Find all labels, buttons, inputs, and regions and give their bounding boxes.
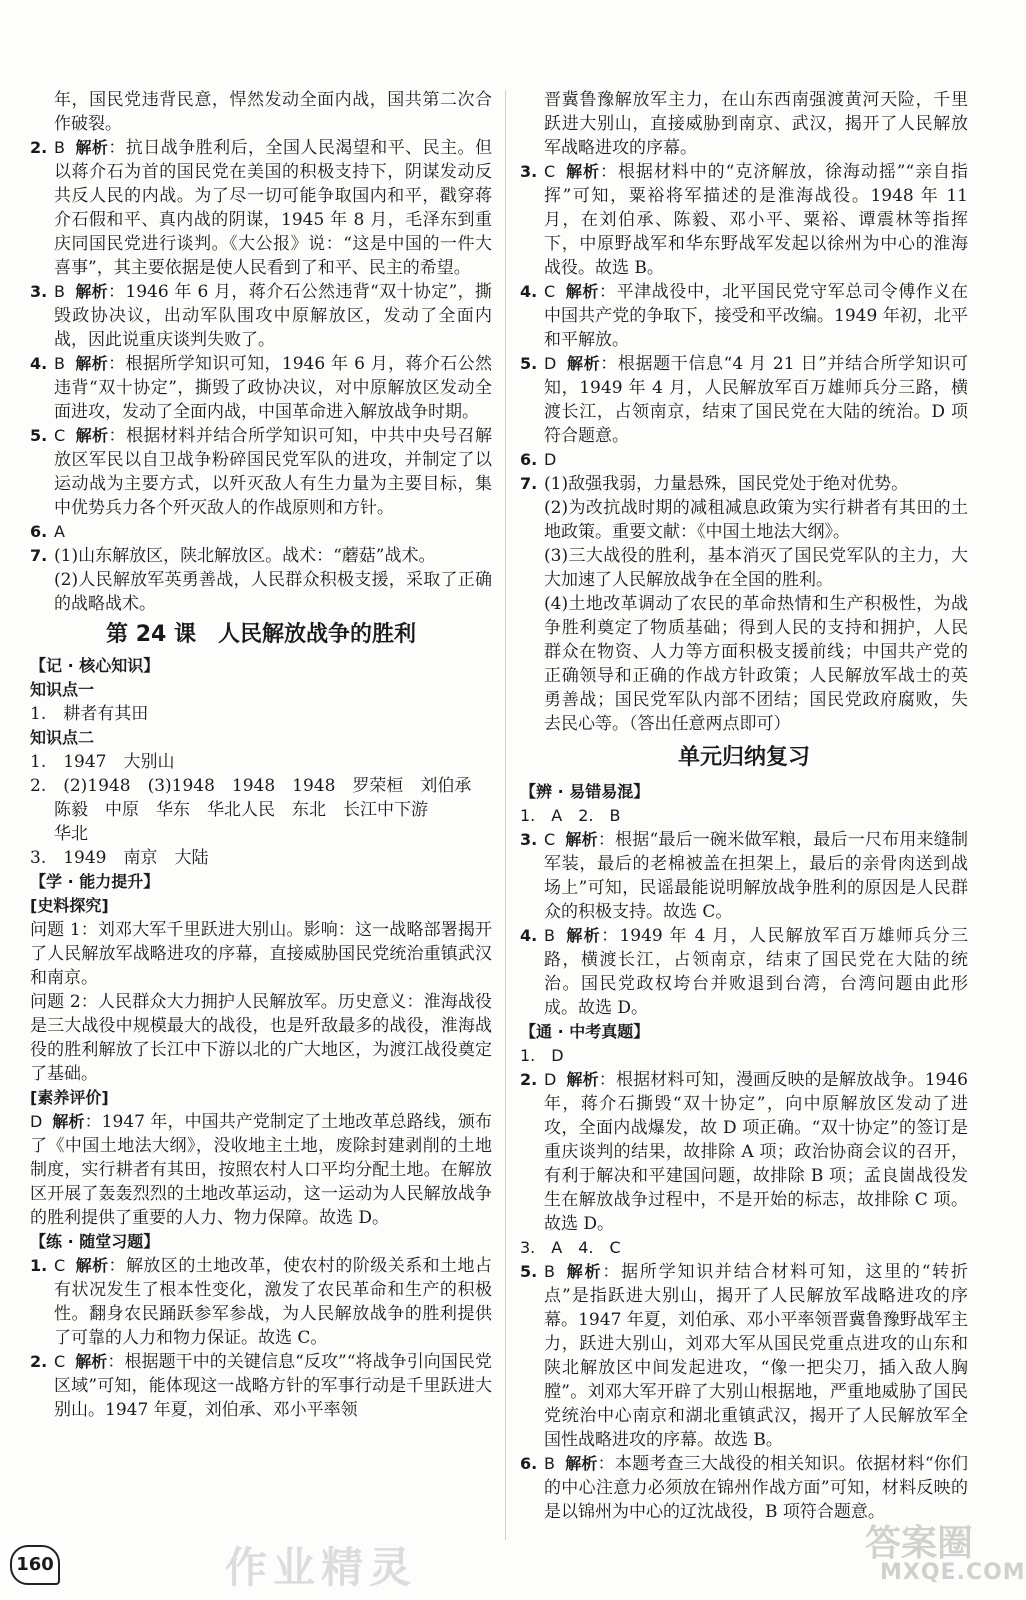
answer-item [30,424,492,520]
item-body [544,160,968,280]
section-confusing: 【辨 · 易错易混】 [520,782,650,801]
item-text: ：1949 年 4 月，人民解放军百万雄师兵分三路，横渡长江，占领南京，结束了国民党在大陆的统治。国民党政权垮台并败退到台湾，台湾问题由此形成。故选 D。 [544,926,968,1018]
item-answer: D [544,354,557,373]
analysis-label: 解析 [74,354,109,373]
answer-item [30,544,492,568]
item-number: 5. [30,426,48,445]
item-number: 3. [520,830,538,849]
item-answer: B [544,1262,555,1281]
item-number: 5. [520,1262,538,1281]
kp2-line3: 3. 1949 南京 大陆 [30,848,209,868]
item-number: 2. [30,1352,48,1371]
item-text: ：根据材料并结合所学知识可知，中共中央号召解放区军民以自卫战争粉碎国民党军队的进攻，并制定了以运动战为主要方式，以歼灭敌人有生力量为主要目标，集中优势兵力各个歼灭敌人的作战原则和方针。 [54,426,492,518]
column-divider [505,90,506,1540]
item-body [54,136,492,280]
item-answer: A [54,522,65,541]
item-number: 4. [30,354,48,373]
analysis-label: 解析 [564,1262,603,1281]
section-core-knowledge: 【记 · 核心知识】 [30,656,160,675]
answer-item [520,448,968,472]
analysis-label: 解析 [75,1256,109,1275]
item-body [54,352,492,424]
item-text: ：根据所学知识可知，1946 年 6 月，蒋介石公然违背“双十协定”，撕毁了政协决议，对中原解放区发动全面进攻，发动了全面内战，中国革命进入解放战争时期。 [54,354,492,422]
item-text: ：1946 年 6 月，蒋介石公然违背“双十协定”，撕毁政协决议，出动军队围攻中原解放区，发动了全面内战，因此说重庆谈判失败了。 [54,282,492,350]
item-body [54,1254,492,1350]
analysis-label: 解析 [566,354,601,373]
item-number: 2. [520,1070,538,1089]
confusing-list [520,828,968,1020]
answer-item [30,352,492,424]
item-answer: C [54,1352,66,1371]
exam-line-34: 3. A 4. C [520,1238,621,1257]
item-answer: B [544,1454,555,1473]
item-number: 3. [520,162,538,181]
left-item7-part2: (2)人民解放军英勇善战，人民群众积极支援，采取了正确的战略战术。 [54,570,492,614]
item-body [54,424,492,520]
item-text: ：平津战役中，北平国民党守军总司令傅作义在中国共产党的争取下，接受和平改编。1949 年初，北平和平解放。 [544,282,968,350]
left-intro: 年，国民党违背民意，悍然发动全面内战，国共第二次合作破裂。 [54,90,492,134]
exam-list-1 [520,1068,968,1236]
answer-item [520,1452,968,1524]
watermark-text: 作业精灵 [225,1543,418,1592]
item-number: 7. [520,474,538,493]
item-body [544,828,968,924]
question-1-answer: 问题 1：刘邓大军千里跃进大别山。影响：这一战略部署揭开了人民解放军战略进攻的序幕，直接威胁国民党统治重镇武汉和南京。 [30,920,492,988]
answer-item [520,280,968,352]
unit-review-title: 单元归纳复习 [677,745,810,770]
item-answer: B [54,354,65,373]
confusing-line-1: 1. A 2. B [520,806,621,825]
historical-inquiry-title: [史料探究] [30,896,109,915]
item-answer: C [544,282,556,301]
item-body [544,1068,968,1236]
item-body [54,1350,492,1422]
kp2-line2: 2. (2)1948 (3)1948 1948 1948 罗荣桓 刘伯承 [30,776,472,796]
item-answer: C [544,162,556,181]
item-answer: C [54,1256,66,1275]
kp2-line1: 1. 1947 大别山 [30,752,175,772]
answer-item [520,1260,968,1452]
section-exam: 【通 · 中考真题】 [520,1022,650,1041]
analysis-label: 解析 [564,926,602,945]
right-q7-part2: (2)为改抗战时期的减租减息政策为实行耕者有其田的土地政策。重要文献：《中国土地法大纲》。 [544,498,968,542]
section-practice: 【练 · 随堂习题】 [30,1232,160,1251]
analysis-label: 解析 [74,282,109,301]
item-text: ：根据题干信息“4 月 21 日”并结合所学知识可知，1949 年 4 月，人民解放军百万雄师兵分三路，横渡长江，占领南京，结束了国民党在大陆的统治。D 项符合题意。 [544,354,968,446]
answer-item [520,828,968,924]
knowledge-point-2: 知识点二 [30,728,95,747]
item-body [54,544,492,568]
right-intro: 晋冀鲁豫解放军主力，在山东西南强渡黄河天险，千里跃进大别山，直接威胁到南京、武汉，揭开了人民解放军战略进攻的序幕。 [544,90,968,158]
item-body [544,448,968,472]
answer-item [520,1068,968,1236]
item-text: (1)敌强我弱，力量悬殊，国民党处于绝对优势。 [544,474,909,494]
page-number: 160 [10,1545,60,1585]
item-text: ：根据“最后一碗米做军粮，最后一尺布用来缝制军装，最后的老棉被盖在担架上，最后的亲骨肉送到战场上”可知，民谣最能说明解放战争胜利的原因是人民群众的积极支持。故选 C。 [544,830,968,922]
item-answer: B [54,138,65,157]
item-number: 4. [520,282,538,301]
item-body [54,520,492,544]
evaluation-analysis-label: 解析 [52,1112,85,1131]
kp1-item: 1. 耕者有其田 [30,704,149,724]
item-answer: D [544,450,557,469]
knowledge-point-1: 知识点一 [30,680,95,699]
left-answer-list [30,136,492,568]
item-answer: C [544,830,556,849]
right-q7-part3: (3)三大战役的胜利，基本消灭了国民党军队的主力，大大加速了人民解放战争在全国的胜利。 [544,546,968,590]
analysis-label: 解析 [75,1352,108,1371]
item-body [544,1260,968,1452]
practice-list [30,1254,492,1422]
watermark-url: MXQE.COM [880,1560,1026,1585]
answer-item [30,1254,492,1350]
answer-item [30,280,492,352]
analysis-label: 解析 [565,282,599,301]
analysis-label: 解析 [75,426,109,445]
analysis-label: 解析 [564,1454,598,1473]
item-number: 5. [520,354,538,373]
item-text: ：据所学知识并结合材料可知，这里的“转折点”是指跃进大别山，揭开了人民解放军战略进攻的序幕。1947 年夏，刘伯承、邓小平率领晋冀鲁豫野战军主力，跃进大别山，刘邓大军从国民党重点进攻的山东和陕北解放区中间发起进攻，“像一把尖刀，插入敌人胸膛”。刘邓大军开辟了大别山根据地，严重地威胁了国民党统治中心南京和湖北重镇武汉，揭开了人民解放军全国性战略进攻的序幕。故选 B。 [544,1262,968,1450]
item-answer: C [54,426,66,445]
item-answer: B [54,282,65,301]
lesson-title: 第 24 课 人民解放战争的胜利 [106,622,416,647]
item-answer: D [544,1070,557,1089]
kp2-line2b: 陈毅 中原 华东 华北人民 东北 长江中下游 [54,800,428,820]
answer-item [30,136,492,280]
item-text: ：根据题干中的关键信息“反攻”“将战争引向国民党区域”可知，能体现这一战略方针的军事行动是千里跃进大别山。1947 年夏，刘伯承、邓小平率领 [54,1352,492,1420]
item-body [544,352,968,448]
item-body [544,924,968,1020]
item-text: ：根据材料可知，漫画反映的是解放战争。1946 年，蒋介石撕毁“双十协定”，向中原解放区发动了进攻，全面内战爆发，故 D 项正确。“双十协定”的签订是重庆谈判的结果，故排除 A 项；政治协商会议的召开，有利于解决和平建国问题，故排除 B 项；孟良崮战役发生在解放战争过程中，不是开始的标志，故排除 C 项。故选 D。 [544,1070,968,1234]
item-number: 6. [520,450,538,469]
item-number: 6. [30,522,48,541]
item-text: ：解放区的土地改革，使农村的阶级关系和土地占有状况发生了根本性变化，激发了农民革命和生产的积极性。翻身农民踊跃参军参战，为人民解放战争的胜利提供了可靠的人力和物力保证。故选 C。 [54,1256,492,1348]
item-text: ：抗日战争胜利后，全国人民渴望和平、民主。但以蒋介石为首的国民党在美国的积极支持下，阴谋发动反共反人民的内战。为了尽一切可能争取国内和平，戳穿蒋介石假和平、真内战的阴谋，1945 年 8 月，毛泽东到重庆同国民党进行谈判。《大公报》说：“这是中国的一件大喜事”，其主要依据是使人民看到了和平、民主的希望。 [54,138,492,278]
evaluation-body [30,1110,492,1230]
item-number: 2. [30,138,48,157]
analysis-label: 解析 [565,830,598,849]
section-ability: 【学 · 能力提升】 [30,872,160,891]
analysis-label: 解析 [74,138,109,157]
exam-list-2 [520,1260,968,1524]
item-body [544,280,968,352]
left-column [30,88,492,1422]
item-number: 7. [30,546,48,565]
right-answer-list [520,160,968,496]
evaluation-text: ：1947 年，中国共产党制定了土地改革总路线，颁布了《中国土地法大纲》，没收地主土地，废除封建剥削的土地制度，实行耕者有其田，按照农村人口平均分配土地。在解放区开展了轰轰烈烈的土地改革运动，这一运动为人民解放战争的胜利提供了重要的人力、物力保障。故选 D。 [30,1112,492,1228]
question-2-answer: 问题 2：人民群众大力拥护人民解放军。历史意义：淮海战役是三大战役中规模最大的战役，也是歼敌最多的战役，淮海战役的胜利解放了长江中下游以北的广大地区，为渡江战役奠定了基础。 [30,992,492,1084]
answer-item [520,352,968,448]
item-number: 6. [520,1454,538,1473]
item-text: (1)山东解放区，陕北解放区。战术：“蘑菇”战术。 [54,546,436,566]
answer-item [520,472,968,496]
item-number: 1. [30,1256,48,1275]
item-number: 4. [520,926,538,945]
kp2-line2c: 华北 [54,824,88,844]
evaluation-answer: D [30,1112,43,1131]
item-body [544,1452,968,1524]
item-number: 3. [30,282,48,301]
analysis-label: 解析 [565,162,601,181]
item-body [544,472,968,496]
answer-item [30,520,492,544]
item-text: ：本题考查三大战役的相关知识。依据材料“你们的中心注意力必须放在锦州作战方面”可知，材料反映的是以锦州为中心的辽沈战役，B 项符合题意。 [544,1454,968,1522]
right-column [520,88,968,1524]
analysis-label: 解析 [566,1070,599,1089]
answer-item [520,160,968,280]
watermark-logo: 答案圈 [865,1523,974,1564]
answer-item [30,1350,492,1422]
exam-line-1: 1. D [520,1046,564,1065]
answer-item [520,924,968,1020]
right-q7-part4: (4)土地改革调动了农民的革命热情和生产积极性，为战争胜利奠定了物质基础；得到人民的支持和拥护，人民群众在物资、人力等方面积极支援前线；中国共产党的正确领导和正确的作战方针政策；人民解放军战士的英勇善战；国民党军队内部不团结；国民党政府腐败，失去民心等。（答出任意两点即可） [544,594,968,734]
item-answer: B [544,926,555,945]
item-text: ：根据材料中的“克济解放，徐海动摇”“亲自指挥”可知，粟裕将军描述的是淮海战役。1948 年 11 月，在刘伯承、陈毅、邓小平、粟裕、谭震林等指挥下，中原野战军和华东野战军发起以徐州为中心的淮海战役。故选 B。 [544,162,968,278]
item-body [54,280,492,352]
evaluation-title: [素养评价] [30,1088,109,1107]
